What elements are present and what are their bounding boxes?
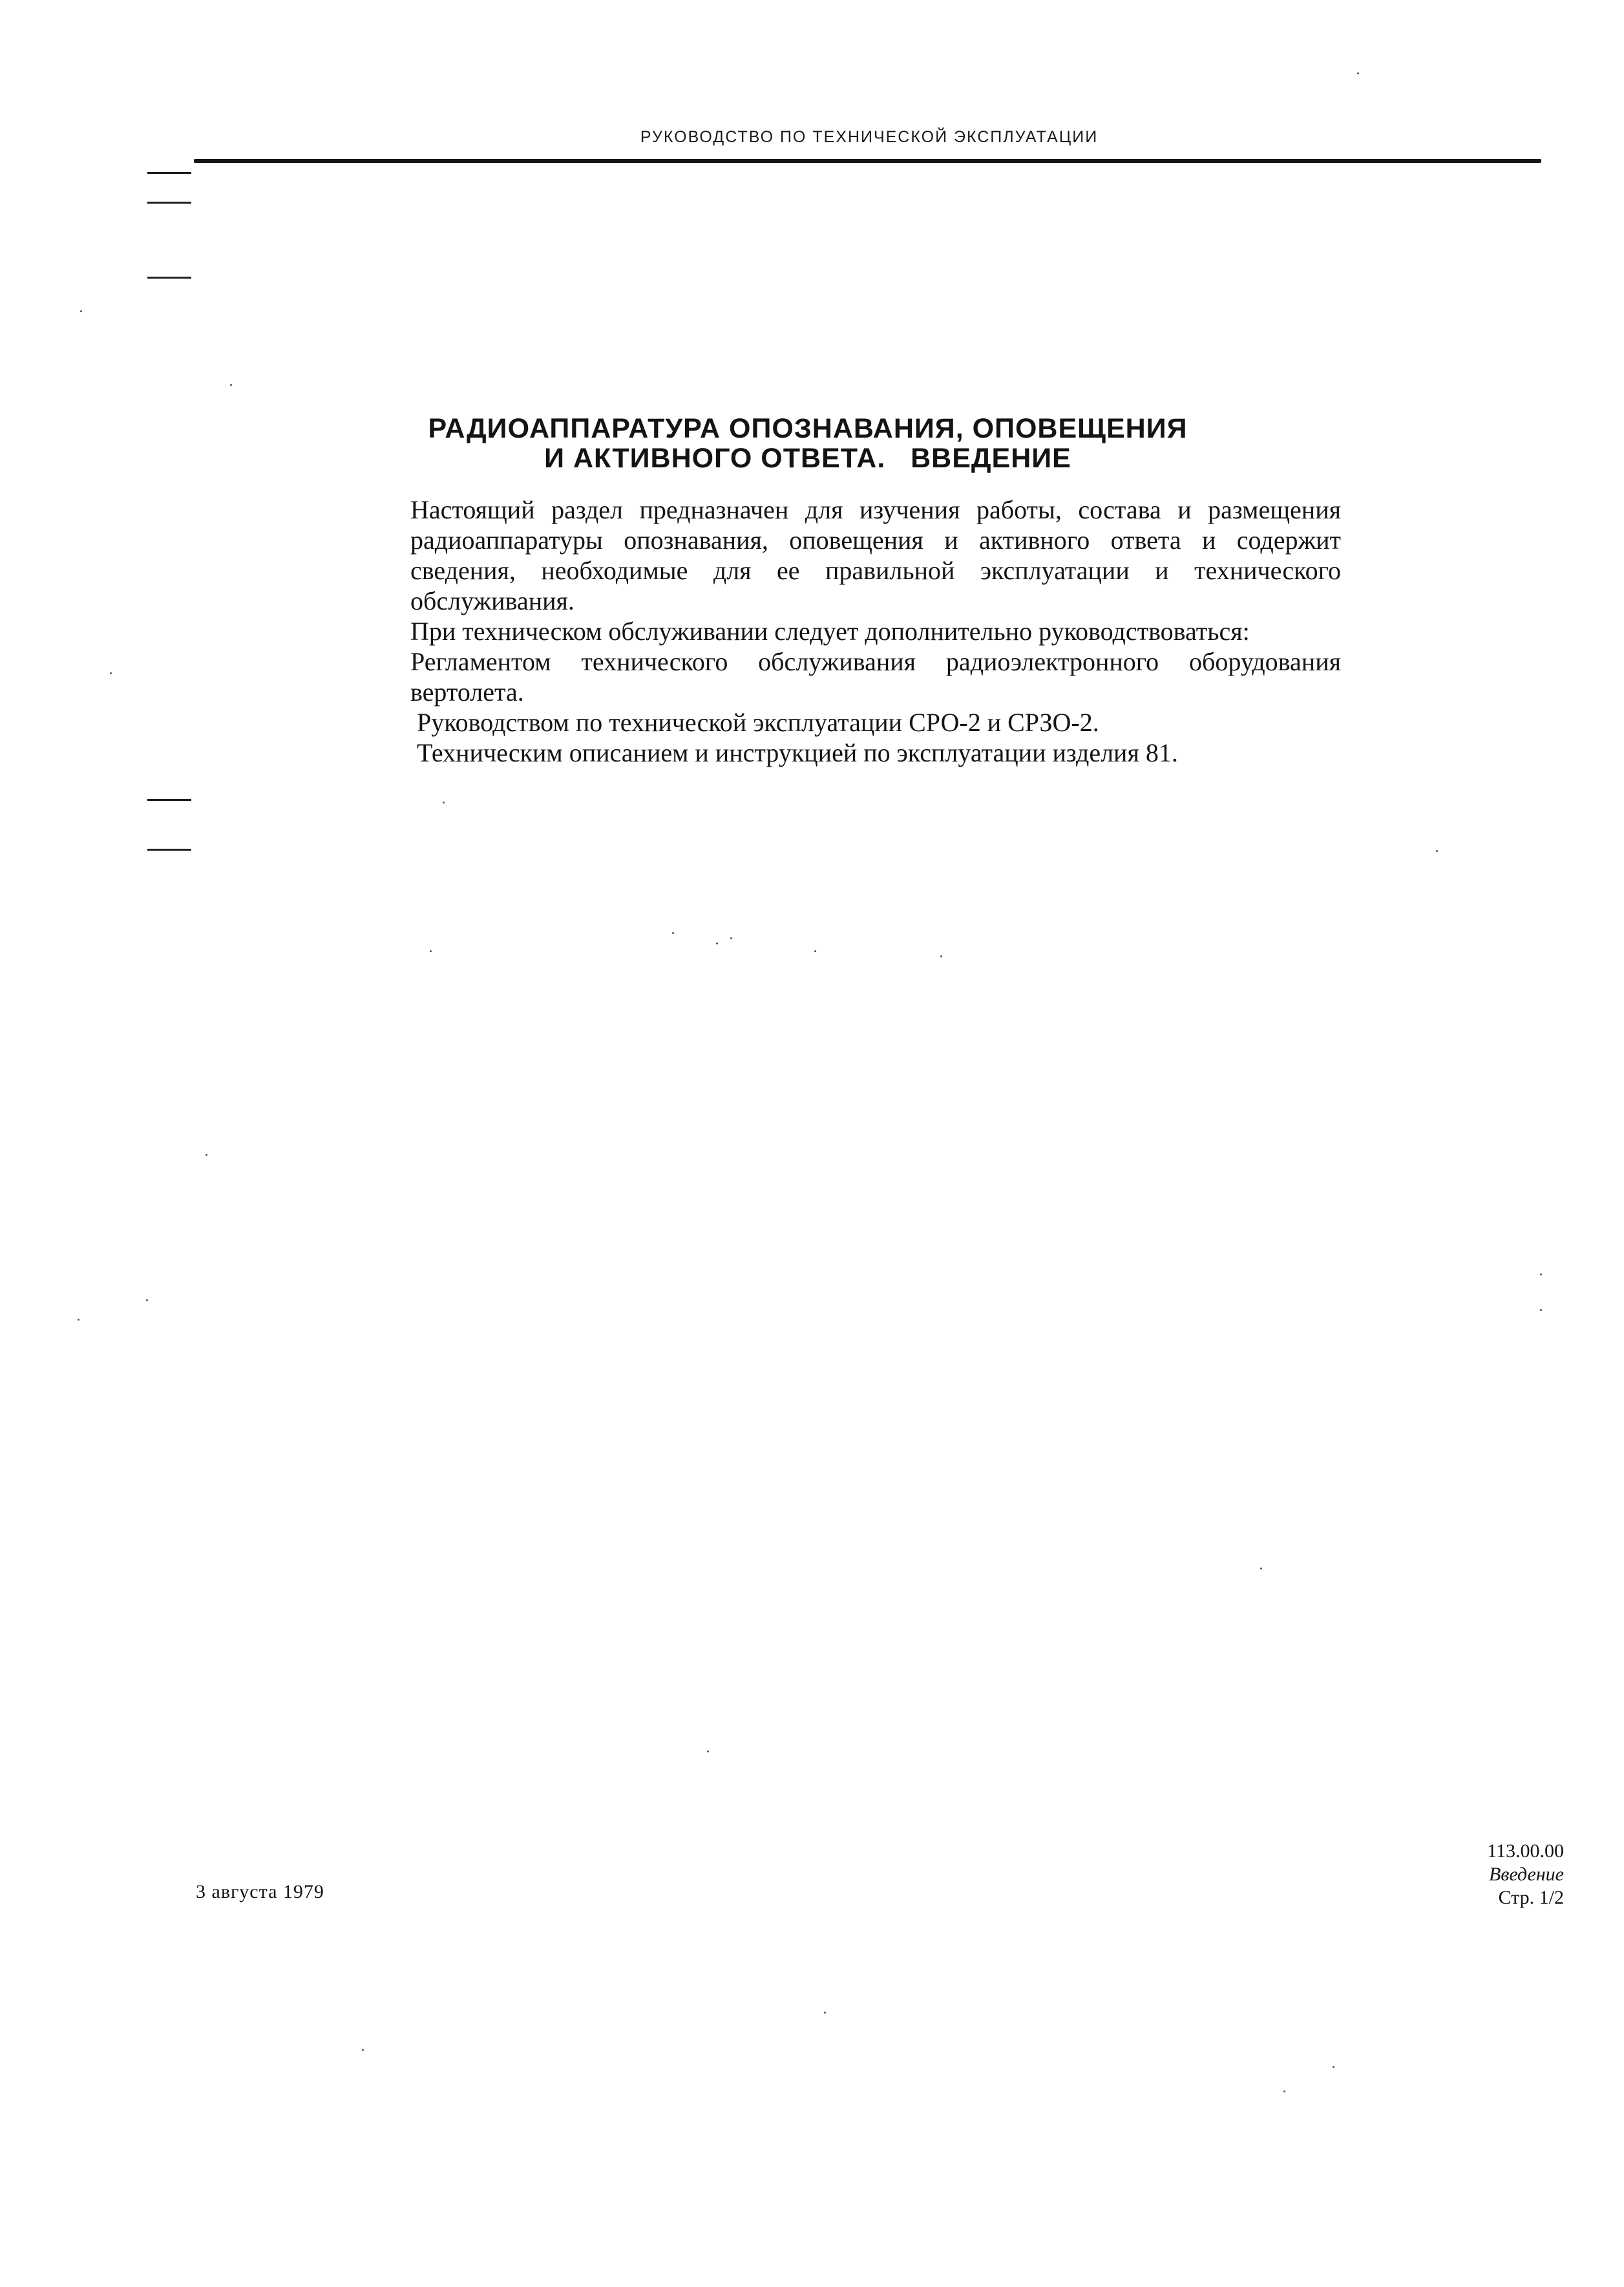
scan-speck (1260, 1568, 1262, 1569)
page-number: Стр. 1/2 (1498, 1887, 1564, 1908)
scan-speck (1283, 2090, 1285, 2092)
scan-speck (146, 1299, 148, 1301)
scan-speck (940, 955, 942, 957)
body-text (410, 495, 1341, 768)
section-title-line: РАДИОАППАРАТУРА ОПОЗНАВАНИЯ, ОПОВЕЩЕНИЯ (428, 413, 1188, 444)
scan-speck (362, 2049, 364, 2051)
margin-revision-mark (147, 849, 191, 851)
scan-speck (110, 672, 112, 674)
footer-page-reference (1409, 1840, 1564, 1909)
scan-speck (80, 310, 82, 312)
margin-revision-mark (147, 277, 191, 279)
scan-speck (1357, 72, 1359, 74)
footer-date: 3 августа 1979 (196, 1881, 324, 1902)
scan-speck (78, 1319, 79, 1321)
document-section: Введение (1489, 1864, 1564, 1885)
reference-item: Руководством по технической эксплуатации СРО-2 и СРЗО-2. (417, 708, 1099, 737)
margin-revision-mark (147, 172, 191, 174)
header-rule (194, 159, 1541, 163)
scan-speck (430, 950, 432, 952)
scan-speck (206, 1154, 207, 1156)
reference-item: Техническим описанием и инструкцией по эксплуатации изделия 81. (417, 738, 1178, 767)
scan-speck (730, 937, 732, 939)
scan-speck (1333, 2066, 1334, 2068)
intro-paragraph: Настоящий раздел предназначен для изучения работы, состава и размещения радиоаппаратуры опознавания, оповещения и активного ответа и содержит сведения, необходимые для ее правильной эксплуатации и технического обслуживания. (410, 495, 1341, 615)
scan-speck (1540, 1309, 1542, 1311)
margin-revision-mark (147, 202, 191, 204)
scan-speck (716, 942, 718, 944)
running-header: РУКОВОДСТВО ПО ТЕХНИЧЕСКОЙ ЭКСПЛУАТАЦИИ (640, 128, 1099, 146)
scan-speck (1540, 1273, 1542, 1275)
document-number: 113.00.00 (1487, 1840, 1564, 1862)
scan-speck (672, 932, 674, 934)
scan-speck (814, 950, 816, 952)
scan-speck (707, 1750, 709, 1752)
scan-speck (824, 2012, 826, 2014)
section-title (388, 414, 1228, 473)
scan-speck (1436, 850, 1438, 852)
section-title-line: И АКТИВНОГО ОТВЕТА. ВВЕДЕНИЕ (544, 443, 1071, 474)
margin-revision-mark (147, 799, 191, 801)
reference-item: Регламентом технического обслуживания радиоэлектронного оборудования вертолета. (410, 647, 1341, 707)
guidance-paragraph: При техническом обслуживании следует дополнительно руководствоваться: (410, 617, 1250, 646)
scan-speck (443, 802, 445, 803)
scan-speck (230, 384, 232, 386)
